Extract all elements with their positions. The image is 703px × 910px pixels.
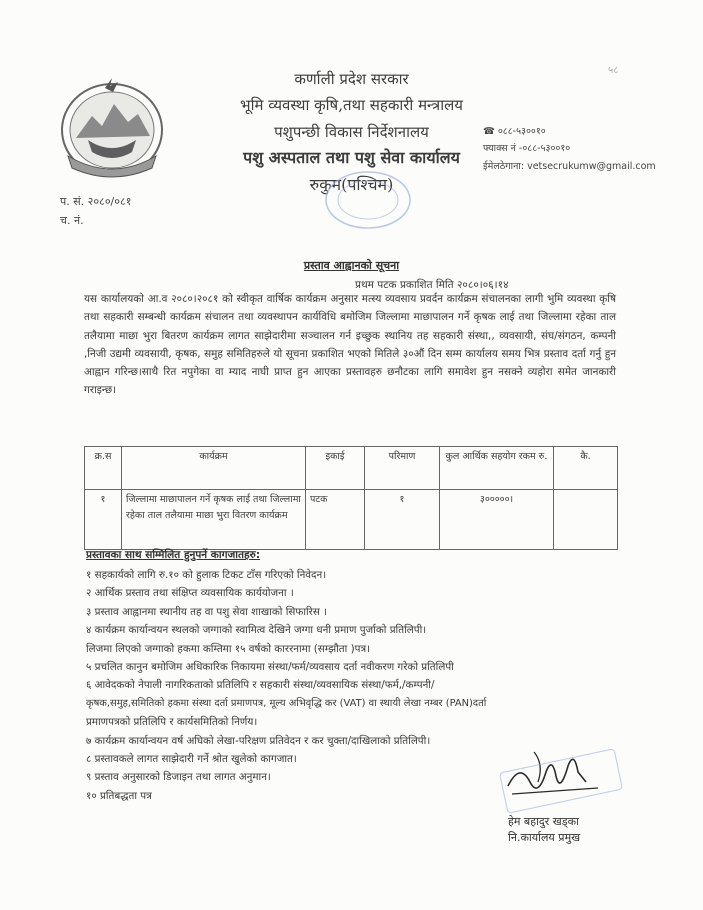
- cell-remarks: [554, 490, 618, 550]
- list-item: लिजमा लिएको जग्गाको हकमा कम्तिमा १५ वर्षको काररनामा (सम्झौता )पत्र।: [86, 642, 371, 655]
- header-program: कार्यक्रम: [122, 447, 306, 490]
- list-item: ४ कार्यक्रम कार्यान्वयन स्थलको जग्गाको स्वामित्व देखिने जग्गा धनी प्रमाण पुर्जाको प्रतिलिपी।: [86, 624, 427, 637]
- list-item: ७ कार्यक्रम कार्यान्वयन वर्ष अघिको लेखा-परिक्षण प्रतिवेदन र कर चुक्ता/दाखिलाको प्रतिलिपी।: [86, 734, 431, 747]
- letterhead-line-2: भूमि व्यवस्था कृषि,तथा सहकारी मन्त्रालय: [240, 96, 463, 114]
- list-item: ६ आवेदकको नेपाली नागरिकताको प्रतिलिपि र सहकारी संस्था/व्यवसायिक संस्था/फर्म,/कम्पनी/: [86, 679, 435, 692]
- publication-date: प्रथम पटक प्रकाशित मिति २०८०।०६।१४: [355, 279, 509, 291]
- letterhead-line-5: रुकुम(पश्चिम): [309, 175, 394, 194]
- list-item: कृषक,समुह,समितिको हकमा संस्था दर्ता प्रमाणपत्र, मूल्य अभिवृद्धि कर (VAT) वा स्थायी लेखा नम्बर (PAN)दर्ता: [86, 697, 487, 709]
- list-item: २ आर्थिक प्रस्ताव तथा संक्षिप्त व्यवसायिक कार्ययोजना ।: [86, 587, 294, 600]
- header-quantity: परिमाण: [365, 447, 440, 490]
- program-table: [84, 446, 618, 550]
- table-row: [85, 490, 618, 550]
- list-item: ९ प्रस्ताव अनुसारको डिजाइन तथा लागत अनुमान।: [86, 771, 271, 784]
- cell-unit: पटक: [306, 490, 365, 550]
- header-serial: क्र.स: [85, 447, 122, 490]
- cell-amount: ३०००००।: [440, 490, 554, 550]
- cell-program: जिल्लामा माछापालन गर्ने कृषक लाई तथा जिल्लामा रहेका ताल तलैयामा माछा भुरा वितरण कार्यक्रम: [122, 490, 306, 550]
- header-amount: कुल आर्थिक सहयोग रकम रु.: [440, 447, 554, 490]
- letterhead-line-3: पशुपन्छी विकास निर्देशनालय: [274, 123, 429, 141]
- office-stamp-icon: [322, 168, 414, 232]
- documents-heading: प्रस्तावका साथ सम्मिलित हुनुपर्ने कागजातहरु:: [86, 549, 261, 561]
- cell-serial: १: [85, 490, 122, 550]
- header-unit: इकाई: [306, 447, 365, 490]
- header-remarks: कै.: [554, 447, 618, 490]
- list-item: १ सहकार्यको लागि रु.१० को हुलाक टिकट टाँस गरिएको निवेदन।: [86, 569, 327, 581]
- table-header-row: [85, 447, 618, 490]
- list-item: प्रमाणपत्रको प्रतिलिपि र कार्यसमितिको निर्णय।: [86, 716, 258, 729]
- letterhead-line-1: कर्णाली प्रदेश सरकार: [294, 70, 409, 88]
- phone-number: ☎ ०८८-५३००१०: [483, 126, 546, 137]
- fiscal-reference: प. सं. २०८०/०८१: [60, 195, 132, 208]
- list-item: १० प्रतिबद्धता पत्र: [86, 789, 152, 802]
- letterhead-line-4: पशु अस्पताल तथा पशु सेवा कार्यालय: [243, 148, 460, 167]
- cell-quantity: १: [365, 490, 440, 550]
- list-item: ५ प्रचलित कानुन बमोजिम अधिकारिक निकायमा संस्था/फर्म/व्यवसाय दर्ता नवीकरण गरेको प्रतिलिपी: [86, 661, 454, 674]
- notice-title: प्रस्ताव आह्वानको सूचना: [303, 259, 400, 272]
- signatory-title: नि.कार्यालय प्रमुख: [508, 831, 581, 844]
- list-item: ८ प्रस्तावकले लागत साझेदारी गर्ने श्रोत खुलेको कागजात।: [86, 753, 297, 766]
- notice-body: यस कार्यालयको आ.व २०८०।२०८१ को स्वीकृत वार्षिक कार्यक्रम अनुसार मत्स्य व्यवसाय प्रवर्दन कार्यक्रम संचालनका लागी भुमि व्यवस्था कृषि तथा सहकारी सम्बन्धी कार्यक्रम संचालन तथा व्यवस्थापन कार्यविधि बमोजिम जिल्लामा माछापालन गर्ने कृषक लाई तथा जिल्लामा रहेका ताल तलैयामा माछा भुरा बितरण कार्यक्रम लागत साझेदारीमा सञ्चालन गर्न इच्छुक स्थानिय तह सहकारी संस्था,, व्यवसायी, संघ/संगठन, कम्पनी ,निजी उद्यमी व्यवसायी, कृषक, समुह समितिहरुले यो सूचना प्रकाशित भएको मितिले ३०औं दिन सम्म कार्यालय समय भित्र प्रस्ताव दर्ता गर्नु हुन आह्वान गरिन्छ।साथै रित नपुगेका वा म्याद नाघी प्राप्त हुन आएका प्रस्तावहरु छनौटका लागि समावेश हुन नसक्ने व्यहोरा समेत जानकारी गराइन्छ।: [84, 293, 616, 397]
- letter-number: च. नं.: [60, 214, 84, 227]
- corner-mark: ५८: [608, 65, 619, 76]
- email-address: ईमेलठेगाना: vetsecrukumw@gmail.com: [483, 161, 656, 172]
- list-item: ३ प्रस्ताव आह्वानमा स्थानीय तह वा पशु सेवा शाखाको सिफारिस ।: [86, 605, 327, 618]
- signatory-name: हेम बहादुर खड्का: [508, 815, 579, 828]
- fax-number: फ्याक्स नं -०८८-५३००१०: [483, 143, 571, 154]
